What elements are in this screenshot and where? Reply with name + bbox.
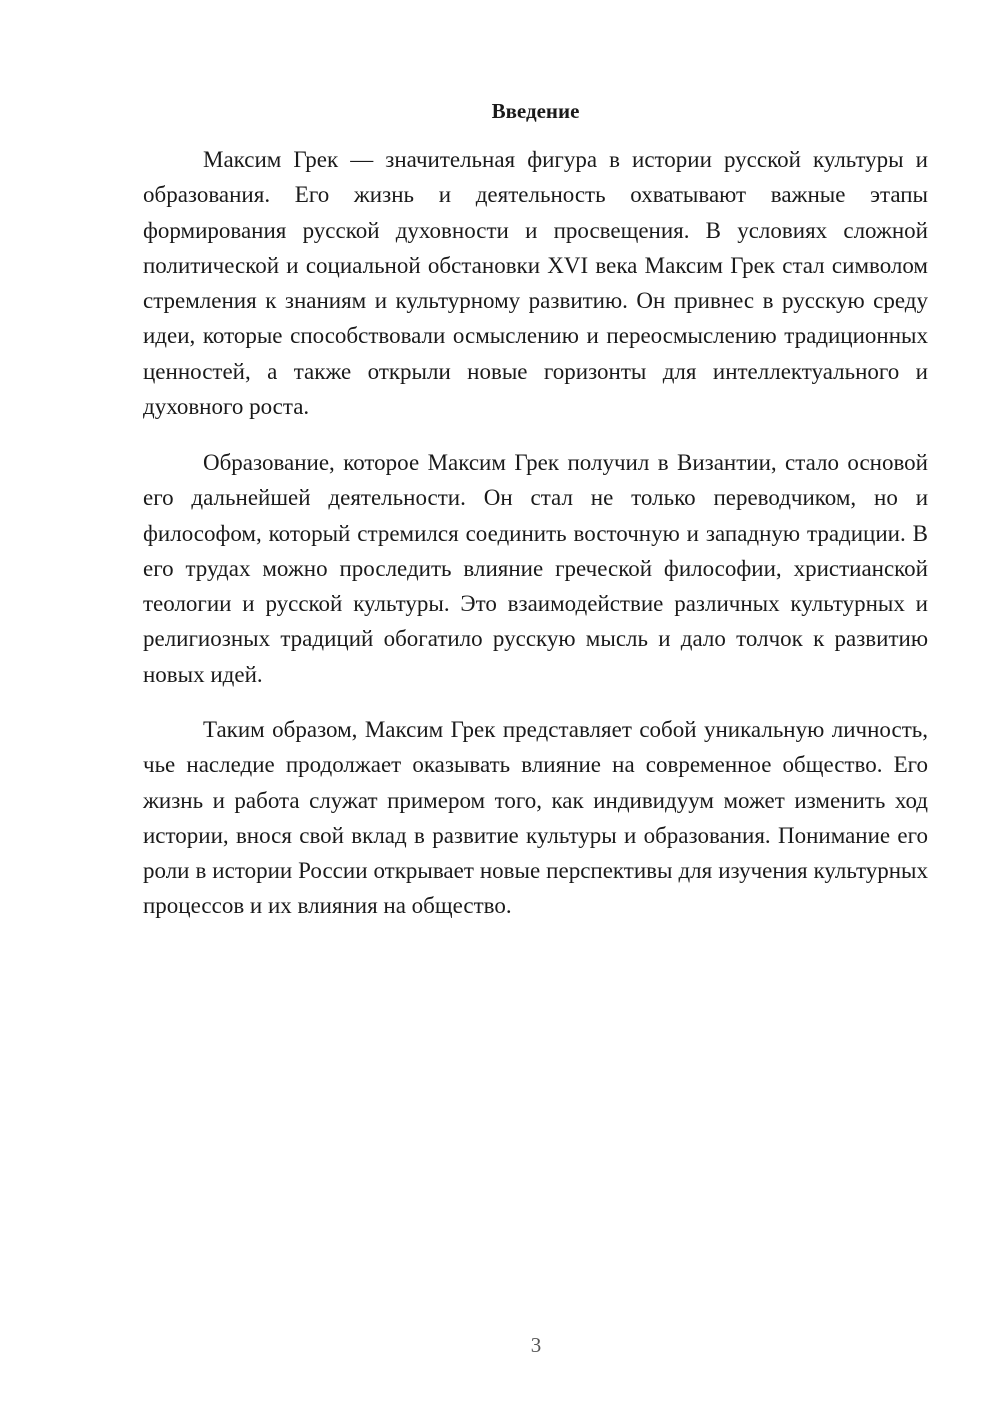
page-number: 3 [530,1333,542,1357]
paragraph-2: Образование, которое Максим Грек получил в Византии, стало основой его дальнейшей деятельности. Он стал не только переводчиком, но и философом, который стремился соединить восточную и западную традиции. В его трудах можно проследить влияние греческой философии, христианской теологии и русской культуры. Это взаимодействие различных культурных и религиозных традиций обогатило русскую мысль и дало толчок к развитию новых идей. [143,450,928,687]
paragraph-3: Таким образом, Максим Грек представляет собой уникальную личность, чье наследие продолжает оказывать влияние на современное общество. Его жизнь и работа служат примером того, как индивидуум может изменить ход истории, внося свой вклад в развитие культуры и образования. Понимание его роли в истории России открывает новые перспективы для изучения культурных процессов и их влияния на общество. [143,717,928,919]
section-heading: Введение [491,99,580,123]
paragraph-1: Максим Грек — значительная фигура в истории русской культуры и образования. Его жизнь и деятельность охватывают важные этапы формирования русской духовности и просвещения. В условиях сложной политической и социальной обстановки XVI века Максим Грек стал символом стремления к знаниям и культурному развитию. Он привнес в русскую среду идеи, которые способствовали осмыслению и переосмыслению традиционных ценностей, а также открыли новые горизонты для интеллектуального и духовного роста. [143,147,928,420]
